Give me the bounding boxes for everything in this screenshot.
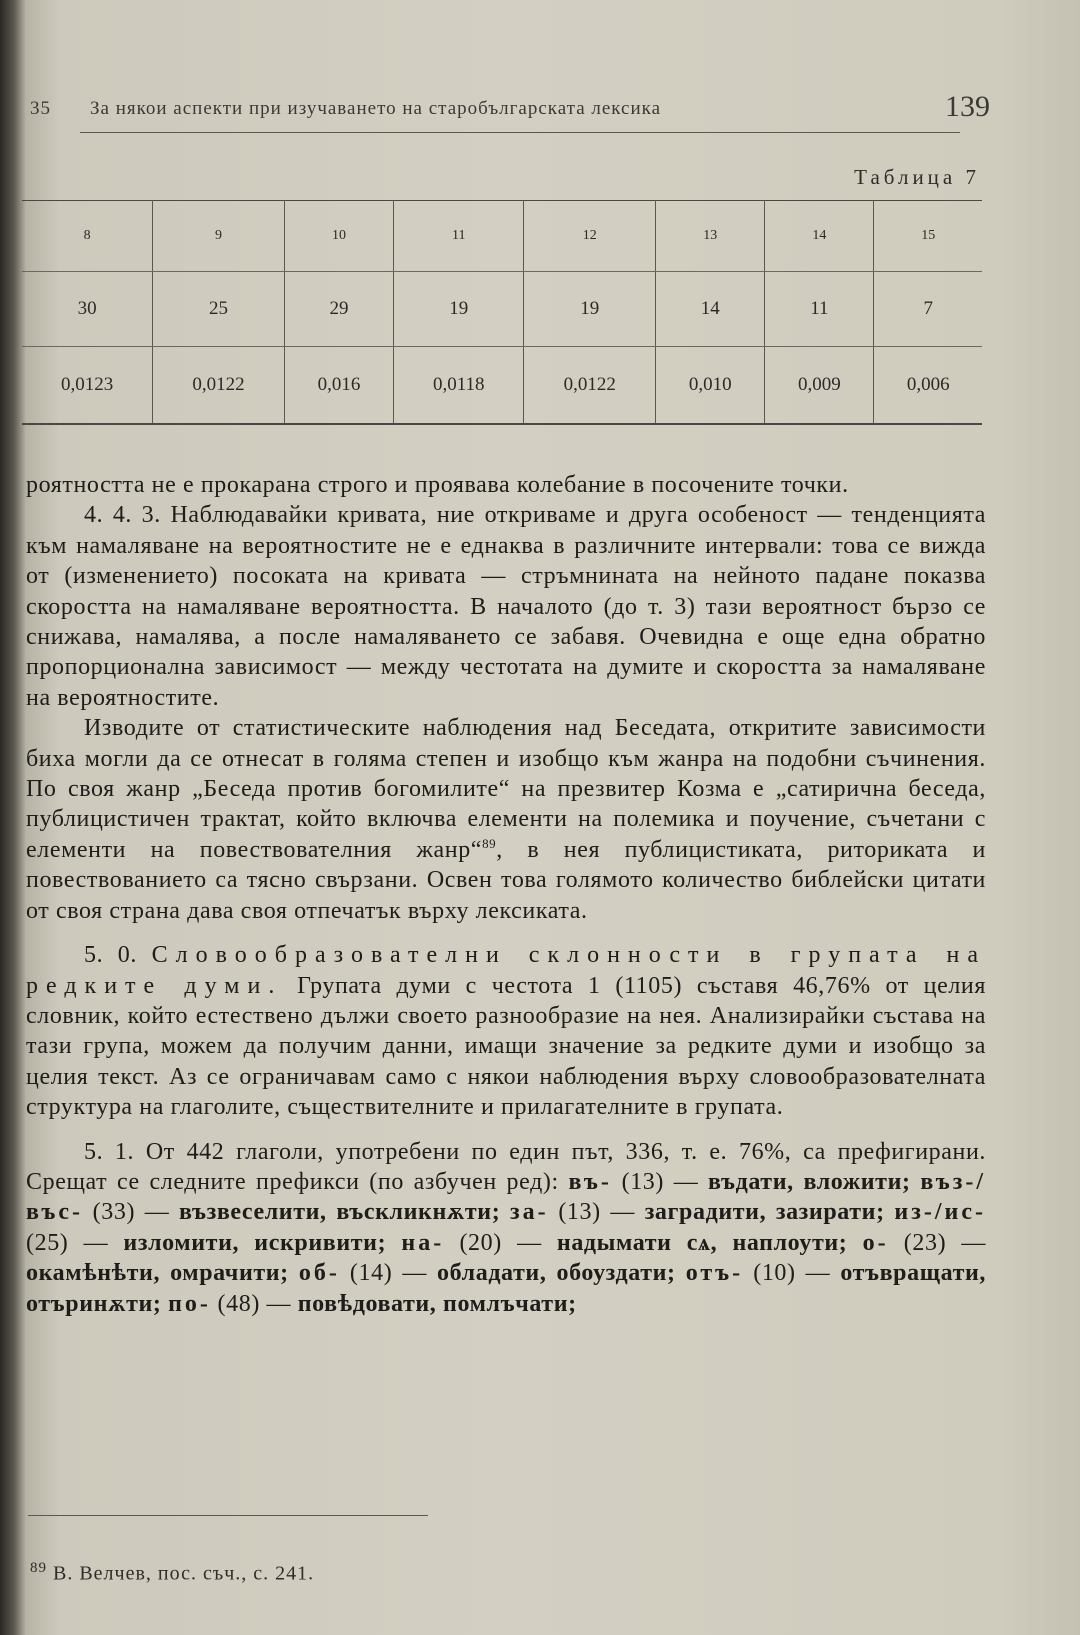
prefix-examples: окамѣнѣти, омрачити; (26, 1260, 289, 1287)
table-probability-cell: 0,0122 (153, 347, 285, 425)
table-frequency-cell: 25 (153, 272, 285, 347)
paragraph-genre-b: , в нея публицистиката, риториката и повествованието са тясно свързани. Освен това голямото количество библейски цитати от своя страна дава своя отпечатък върху лексиката. (26, 836, 986, 924)
prefix-count: (23) — (888, 1229, 986, 1256)
footnote-number: 89 (30, 1560, 47, 1576)
prefix-examples: въдати, вложити; (708, 1168, 911, 1195)
table-frequency-cell: 7 (874, 272, 982, 347)
prefix-label: въз-/въс- (26, 1168, 987, 1226)
prefix-examples: отъвращати, отъринѫти; (26, 1260, 986, 1317)
footnote-rule (28, 1515, 428, 1516)
table-frequency-row (22, 272, 982, 347)
section-heading: Словообразователни склонности в групата на редките думи. (26, 942, 986, 999)
prefix-examples: изломити, искривити; (123, 1229, 387, 1256)
prefix-examples: възвеселити, въскликнѫти; (179, 1199, 501, 1226)
page-number-left: 35 (30, 98, 51, 119)
table-caption: Таблица 7 (854, 165, 980, 189)
header-rule (80, 132, 960, 133)
table-probability-row (22, 347, 982, 425)
table-probability-cell: 0,016 (284, 347, 393, 425)
paragraph-5-1 (26, 1137, 986, 1319)
table-frequency-cell: 19 (524, 272, 656, 347)
prefix-examples: обладати, обоуздати; (437, 1260, 676, 1287)
paragraph-genre-a: Изводите от статистическите наблюдения над Беседата, откритите зависимости биха могли да се отнесат в голяма степен и изобщо към жанра на подобни съчинения. По своя жанр „Беседа против богомилите“ на презвитер Козма е „сатирична беседа, публицистичен трактат, който включва елементи на полемика и поучение, съчетани с елементи на повествователния жанр“ (26, 715, 986, 863)
prefix-label: въ- (568, 1168, 612, 1195)
prefix-label: на- (401, 1229, 445, 1256)
prefix-examples: заградити, зазирати; (644, 1199, 885, 1226)
prefix-count: (25) — (26, 1229, 124, 1256)
table-probability-cell: 0,006 (874, 347, 982, 425)
prefix-examples: повѣдовати, помлъчати; (297, 1290, 577, 1317)
paragraph-4-4-3: 4. 4. 3. Наблюдавайки кривата, ние откриваме и друга особеност — тенденцията към намаляване на вероятностите не е еднаква в различните интервали: това се вижда от (изменението) посоката на кривата — стръмнината на нейното падане показва скоростта на намаляване вероятността. В началото (до т. 3) тази вероятност бързо се снижава, намалява, а после намаляването се забавя. Очевидна е още една обратно пропорционална зависимост — между честотата на думите и скоростта за намаляване на вероятностите. (26, 502, 986, 711)
table-probability-cell: 0,010 (656, 347, 765, 425)
footnote (30, 1560, 314, 1586)
prefix-label: из-/ис- (894, 1199, 986, 1226)
prefix-count: (48) — (210, 1290, 298, 1317)
running-header (30, 90, 990, 130)
section-number: 5. 0. (84, 942, 137, 969)
section-body: Групата думи с честота 1 (1105) съставя 46,76% от целия словник, който естествено дължи своето разнообразие на нея. Анализирайки състава на тази група, можем да получим данни, имащи значение за редките думи и изобщо за целия текст. Аз се ограничавам само с някои наблюдения върху словообразователната структура на глаголите, съществителните и прилагателните в групата. (26, 972, 986, 1121)
table-header-cell: 9 (153, 201, 285, 272)
table-probability-cell: 0,0122 (524, 347, 656, 425)
prefix-count: (13) — (611, 1168, 709, 1195)
prefix-label: отъ- (685, 1260, 744, 1287)
table-probability-cell: 0,0118 (394, 347, 524, 425)
prefix-count: (33) — (83, 1199, 180, 1226)
table-header-cell: 10 (284, 201, 393, 272)
footnote-text: В. Велчев, пос. съч., с. 241. (53, 1562, 315, 1585)
table-frequency-cell: 14 (656, 272, 765, 347)
prefix-label: о- (862, 1229, 889, 1256)
table-frequency-cell: 30 (22, 272, 153, 347)
table-frequency-cell: 29 (284, 272, 393, 347)
table-frequency-cell: 19 (394, 272, 524, 347)
prefix-examples: надымати сѧ, наплоути; (556, 1229, 848, 1256)
table-header-cell: 15 (874, 201, 982, 272)
table-header-cell: 13 (656, 201, 765, 272)
prefix-count: (14) — (339, 1260, 438, 1287)
probability-table (22, 200, 982, 425)
table-header-cell: 14 (765, 201, 874, 272)
running-title: За някои аспекти при изучаването на старобългарската лексика (90, 98, 662, 119)
paragraph-5-0 (26, 940, 986, 1122)
table-frequency-cell: 11 (765, 272, 874, 347)
prefix-label: по- (168, 1290, 211, 1317)
paragraph-5-1-intro: 5. 1. От 442 глаголи, употребени по един път, 336, т. е. 76%, са префигирани. Срещат се следните префикси (по азбучен ред): (26, 1138, 986, 1195)
paragraph-continuation: роятността не е прокарана строго и проявава колебание в посочените точки. (26, 472, 849, 498)
prefix-count: (20) — (444, 1229, 557, 1256)
prefix-count: (13) — (548, 1199, 645, 1226)
paragraph-genre (26, 713, 986, 926)
table-probability-cell: 0,0123 (22, 347, 153, 425)
table-header-row (22, 201, 982, 272)
body-text (26, 470, 986, 1319)
table-header-cell: 11 (394, 201, 524, 272)
table-probability-cell: 0,009 (765, 347, 874, 425)
prefix-label: за- (510, 1199, 549, 1226)
footnote-ref: 89 (482, 835, 497, 851)
prefix-count: (10) — (743, 1260, 841, 1287)
prefix-label: об- (298, 1260, 340, 1287)
table-header-cell: 12 (524, 201, 656, 272)
table-header-cell: 8 (22, 201, 153, 272)
page-number: 139 (945, 90, 990, 123)
